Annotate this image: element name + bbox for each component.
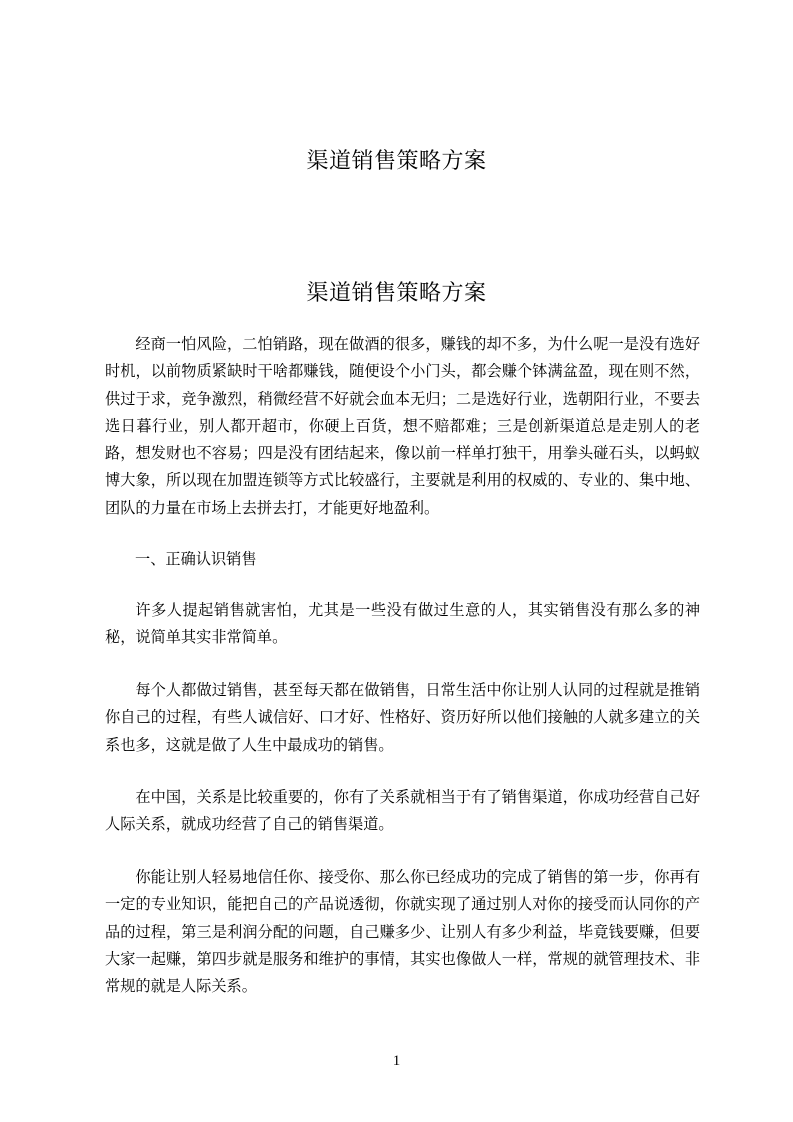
paragraph-5: 你能让别人轻易地信任你、接受你、那么你已经成功的完成了销售的第一步，你再有一定的专业知识，能把自己的产品说透彻，你就实现了通过别人对你的接受而认同你的产品的过程，第三是利润分配的问题，自己赚多少、让别人有多少利益，毕竟钱要赚，但要大家一起赚，第四步就是服务和维护的事情，其实也像做人一样，常规的就管理技术、非常规的就是人际关系。 — [105, 868, 700, 996]
document-title-main: 渠道销售策略方案 — [306, 281, 487, 306]
document-title-top: 渠道销售策略方案 — [306, 149, 487, 174]
section-heading: 一、正确认识销售 — [135, 550, 257, 568]
paragraph-2: 许多人提起销售就害怕，尤其是一些没有做过生意的人，其实销售没有那么多的神秘，说简单其实非常简单。 — [105, 601, 700, 647]
paragraph-intro: 经商一怕风险，二怕销路，现在做酒的很多，赚钱的却不多，为什么呢一是没有选好时机，以前物质紧缺时干啥都赚钱，随便设个小门头，都会赚个钵满盆盈，现在则不然，供过于求，竞争激烈，稍微经营不好就会血本无归；二是选好行业，选朝阳行业，不要去选日暮行业，别人都开超市，你硬上百货，想不赔都难；三是创新渠道总是走别人的老路，想发财也不容易；四是没有团结起来，像以前一样单打独干，用拳头碰石头，以蚂蚁博大象，所以现在加盟连锁等方式比较盛行，主要就是利用的权威的、专业的、集中地、团队的力量在市场上去拼去打，才能更好地盈利。 — [105, 335, 700, 517]
paragraph-4: 在中国，关系是比较重要的，你有了关系就相当于有了销售渠道，你成功经营自己好人际关系，就成功经营了自己的销售渠道。 — [105, 788, 700, 834]
paragraph-3: 每个人都做过销售，甚至每天都在做销售，日常生活中你让别人认同的过程就是推销你自己的过程，有些人诚信好、口才好、性格好、资历好所以他们接触的人就多建立的关系也多，这就是做了人生中最成功的销售。 — [105, 681, 700, 754]
page-number: 1 — [392, 1053, 401, 1069]
